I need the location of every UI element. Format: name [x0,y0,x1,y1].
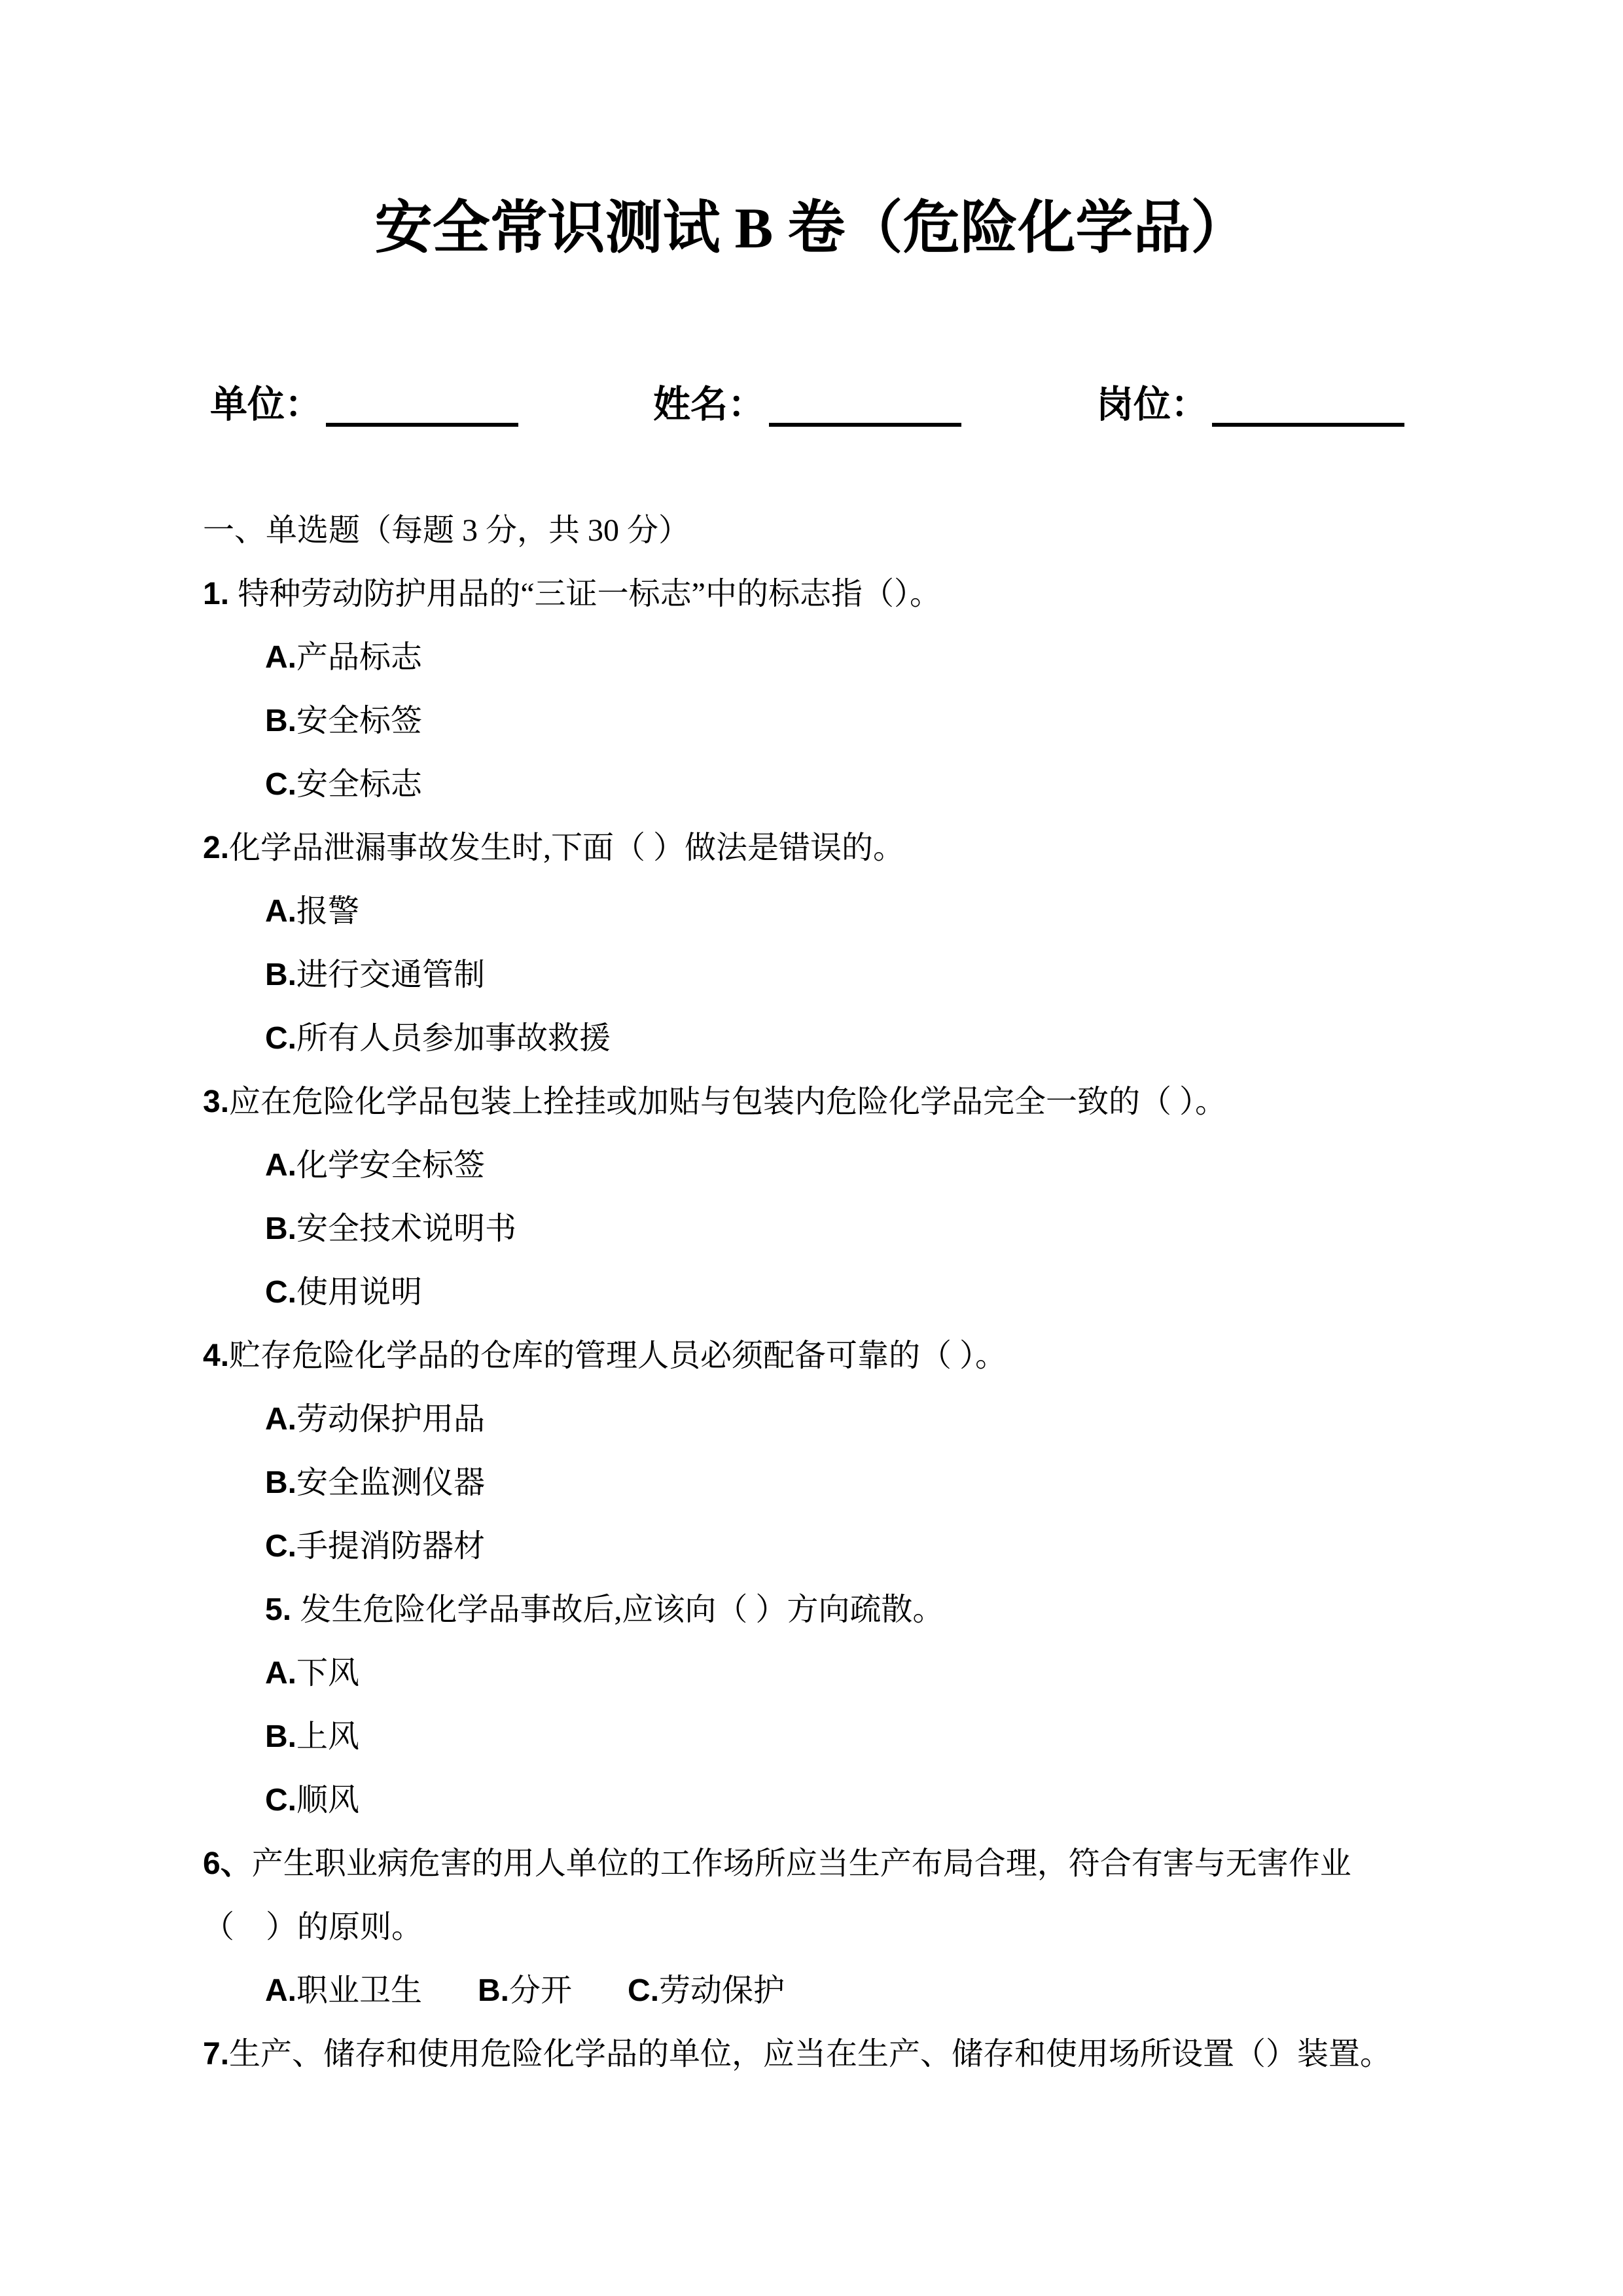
option-letter: B. [265,1719,296,1754]
field-post [1096,382,1404,427]
question-4-number: 4. [203,1338,230,1373]
question-6-option-b [478,1973,572,2008]
option-text: 劳动保护用品 [296,1402,486,1437]
option-letter: C. [265,1529,296,1564]
section-heading: 一、单选题（每题 3 分，共 30 分） [203,513,690,548]
header-fields-row [210,382,1404,427]
question-1-text: 特种劳动防护用品的“三证一标志”中的标志指（）。 [238,577,941,611]
name-label: 姓名： [653,384,765,425]
option-letter: C. [265,1783,296,1818]
field-name [653,382,961,427]
post-label: 岗位： [1096,384,1208,425]
question-3-number: 3. [203,1085,230,1119]
question-section [0,499,1623,2086]
option-text: 使用说明 [296,1275,423,1310]
document-title: 安全常识测试 B 卷（危险化学品） [374,197,1249,260]
question-5-option-c [203,1768,1518,1832]
option-text: 安全技术说明书 [296,1211,517,1246]
question-4-option-b [203,1451,1518,1515]
field-unit [210,382,518,427]
question-6-line-2: （ ）的原则。 [203,1910,423,1945]
question-6-option-a [265,1973,422,2008]
question-5-text: 发生危险化学品事故后,应该向（ ）方向疏散。 [300,1592,944,1627]
option-letter: C. [265,767,296,802]
question-3 [203,1070,1518,1134]
option-letter: B. [478,1973,510,2008]
question-6-option-c [628,1973,785,2008]
option-text: 进行交通管制 [296,958,486,992]
question-4 [203,1324,1518,1388]
option-text: 化学安全标签 [296,1148,486,1183]
option-letter: A. [265,894,296,929]
option-letter: A. [265,1402,296,1437]
question-4-text: 贮存危险化学品的仓库的管理人员必须配备可靠的（ ）。 [229,1338,1007,1373]
question-6-text: 产生职业病危害的用人单位的工作场所应当生产布局合理，符合有害与无害作业 [251,1846,1351,1881]
option-letter: B. [265,1211,296,1246]
option-text: 安全标志 [296,767,423,802]
question-1-option-c [203,753,1518,816]
option-text: 顺风 [296,1783,360,1818]
question-7-text: 生产、储存和使用危险化学品的单位，应当在生产、储存和使用场所设置（）装置。 [229,2037,1392,2072]
question-4-option-c [203,1515,1518,1578]
question-3-option-c [203,1261,1518,1324]
question-4-option-a [203,1388,1518,1451]
option-text: 劳动保护 [659,1973,785,2008]
question-6-line-1 [203,1832,1518,1895]
option-text: 产品标志 [296,640,423,675]
question-2-option-b [203,943,1518,1007]
option-letter: A. [265,1973,296,2008]
question-2-option-c [203,1007,1518,1070]
option-letter: A. [265,1656,296,1691]
question-2 [203,816,1518,880]
option-letter: C. [628,1973,660,2008]
question-3-option-b [203,1197,1518,1261]
option-letter: A. [265,1148,296,1183]
option-text: 下风 [296,1656,360,1691]
option-text: 上风 [296,1719,360,1754]
unit-label: 单位： [210,384,322,425]
question-3-text: 应在危险化学品包装上拴挂或加贴与包装内危险化学品完全一致的（ ）。 [229,1085,1227,1119]
question-6-number: 6、 [203,1846,252,1881]
option-letter: C. [265,1275,296,1310]
question-1 [203,562,1518,626]
option-letter: C. [265,1021,296,1056]
option-text: 报警 [296,894,360,929]
post-blank-line[interactable] [1212,384,1404,427]
option-letter: A. [265,640,296,675]
question-2-option-a [203,880,1518,943]
question-7-number: 7. [203,2037,230,2072]
question-5-number: 5. [265,1592,300,1627]
question-5 [203,1578,1518,1641]
question-5-option-b [203,1705,1518,1768]
question-1-option-b [203,689,1518,753]
option-letter: B. [265,1465,296,1500]
option-text: 安全标签 [296,704,423,738]
name-blank-line[interactable] [769,384,961,427]
option-text: 所有人员参加事故救援 [296,1021,611,1056]
question-1-option-a [203,626,1518,689]
question-7 [203,2022,1518,2086]
question-2-text: 化学品泄漏事故发生时,下面（ ）做法是错误的。 [229,831,905,865]
option-text: 手提消防器材 [296,1529,486,1564]
option-text: 职业卫生 [296,1973,423,2008]
question-2-number: 2. [203,831,230,865]
question-3-option-a [203,1134,1518,1197]
question-6-options-row [203,1959,1518,2022]
option-text: 安全监测仪器 [296,1465,486,1500]
question-1-number: 1. [203,577,238,611]
unit-blank-line[interactable] [326,384,518,427]
question-5-option-a [203,1641,1518,1705]
option-text: 分开 [509,1973,573,2008]
option-letter: B. [265,958,296,992]
option-letter: B. [265,704,296,738]
